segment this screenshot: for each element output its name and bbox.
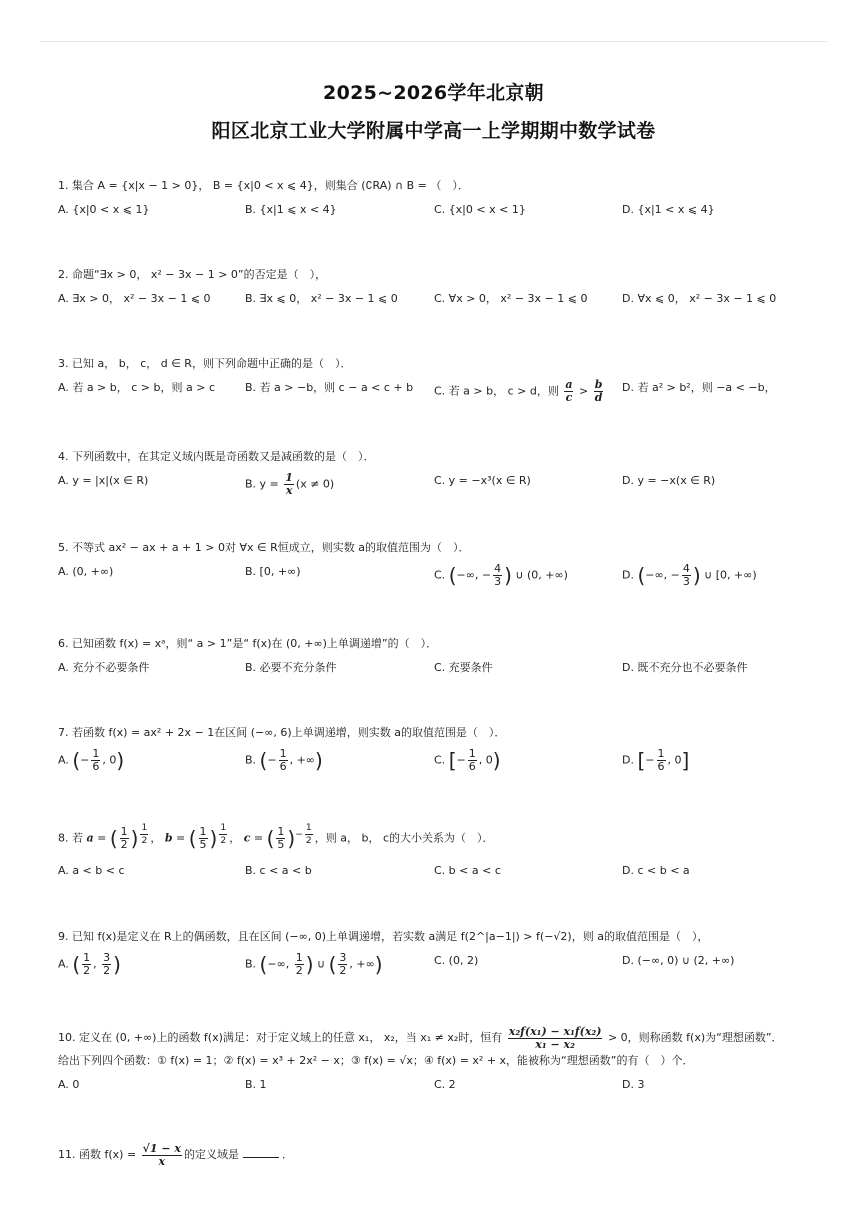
question-10 [58, 1024, 818, 1098]
question-stem: 10. 定义在 (0, +∞)上的函数 f(x)满足：对于定义域上的任意 x₁， x₂，当 x₁ ≠ x₂时，恒有 $\frac{\text{x₂f(x₁) − x₁f(x₂)}}{\text{x₁ − x₂}}$ > 0，则称函数 f(x)为“理想函数”． [58, 1024, 783, 1051]
option-d: D. y = −x(x ∈ R) [622, 474, 716, 487]
question-8 [58, 818, 818, 884]
option-a: A. ∃x > 0， x² − 3x − 1 ⩽ 0 [58, 292, 211, 305]
question-stem: 2. 命题“∃x > 0， x² − 3x − 1 > 0”的否定是（ ）， [58, 268, 327, 281]
question-9 [58, 928, 818, 982]
option-c: C. (−∞, − $\frac{4}{3}$ ) ∪ (0, +∞) [434, 562, 568, 588]
option-c: C. 2 [434, 1078, 456, 1091]
question-2 [58, 266, 818, 312]
option-a: A. ( $\frac{1}{2}$ , $\frac{3}{2}$ ) [58, 951, 121, 977]
option-a: A. (0, +∞) [58, 565, 114, 578]
option-b: B. 必要不充分条件 [245, 661, 337, 674]
option-d: D. (−∞, − $\frac{4}{3}$ ) ∪ [0, +∞) [622, 562, 757, 588]
option-b: B. (− $\frac{1}{6}$ , +∞) [245, 747, 323, 773]
option-b: B. y = $\frac{1}{x}$ (x ≠ 0) [245, 471, 335, 497]
question-stem: 11. 函数 f(x) = $\frac{√1 - x}{x}$ 的定义域是 ． [58, 1141, 293, 1168]
option-d: D. {x|1 < x ⩽ 4} [622, 203, 715, 216]
option-c: C. {x|0 < x < 1} [434, 203, 526, 216]
question-stem: 7. 若函数 f(x) = ax² + 2x − 1在区间 (−∞, 6)上单调递增，则实数 a的取值范围是（ ）． [58, 726, 506, 739]
question-stem: 6. 已知函数 f(x) = xᵃ，则“ a > 1”是“ f(x)在 (0, +∞)上单调递增”的（ ）． [58, 637, 438, 650]
top-divider [40, 41, 827, 42]
option-c: C. ∀x > 0， x² − 3x − 1 ⩽ 0 [434, 292, 588, 305]
option-b: B. ∃x ⩽ 0， x² − 3x − 1 ⩽ 0 [245, 292, 398, 305]
option-d: D. (−∞, 0) ∪ (2, +∞) [622, 954, 735, 967]
question-3 [58, 355, 818, 404]
option-a: A. y = |x|(x ∈ R) [58, 474, 149, 487]
question-stem: 5. 不等式 ax² − ax + a + 1 > 0对 ∀x ∈ R恒成立，则实数 a的取值范围为（ ）． [58, 541, 470, 554]
answer-blank[interactable] [243, 1157, 279, 1158]
option-c: C. y = −x³(x ∈ R) [434, 474, 531, 487]
option-b: B. [0, +∞) [245, 565, 301, 578]
question-11 [58, 1140, 818, 1170]
option-b: B. {x|1 ⩽ x < 4} [245, 203, 337, 216]
page-title-line2: 阳区北京工业大学附属中学高一上学期期中数学试卷 [211, 120, 656, 142]
option-b: B. (−∞, $\frac{1}{2}$ ) ∪ ( $\frac{3}{2}$ , +∞) [245, 951, 383, 977]
option-a: A. 若 a > b， c > b，则 a > c [58, 381, 215, 394]
option-a: A. a < b < c [58, 863, 125, 877]
question-5 [58, 539, 818, 593]
option-c: C. [− $\frac{1}{6}$ , 0) [434, 747, 501, 773]
option-c: C. b < a < c [434, 863, 501, 877]
option-d: D. 既不充分也不必要条件 [622, 661, 748, 674]
question-stem: 9. 已知 f(x)是定义在 R上的偶函数，且在区间 (−∞, 0)上单调递增，若实数 a满足 f(2^|a−1|) > f(−√2)，则 a的取值范围是（ ）， [58, 930, 709, 943]
question-stem-2: 给出下列四个函数：① f(x) = 1；② f(x) = x³ + 2x² − x；③ f(x) = √x；④ f(x) = x² + x，能被称为“理想函数”的有（ ）个． [58, 1054, 694, 1067]
option-a: A. 0 [58, 1078, 80, 1091]
question-stem: 4. 下列函数中，在其定义域内既是奇函数又是减函数的是（ ）． [58, 450, 375, 463]
option-a: A. 充分不必要条件 [58, 661, 150, 674]
page-title-line1: 2025~2026学年北京朝 [323, 82, 544, 104]
question-stem: 8. 若 a = ( $\frac{1}{2}$ ) $^{\frac{1}{2}}$ ， b = ( $\frac{1}{5}$ ) $^{\frac{1}{2}}$ ， c = ( $\frac{1}{5}$ )$^{- \frac{1}{2}}$ ，则 a， b， c的大小关系为（ ）． [58, 822, 494, 852]
option-b: B. 若 a > −b，则 c − a < c + b [245, 381, 414, 394]
question-4 [58, 448, 818, 497]
question-7 [58, 724, 818, 778]
option-b: B. c < a < b [245, 863, 312, 877]
option-d: D. 3 [622, 1078, 645, 1091]
option-a: A. (− $\frac{1}{6}$ , 0) [58, 747, 125, 773]
option-c: C. 若 a > b， c > d，则 $\frac{a}{c}$ > $\frac{b}{d}$ [434, 378, 603, 404]
question-6 [58, 635, 818, 681]
option-d: D. ∀x ⩽ 0， x² − 3x − 1 ⩽ 0 [622, 292, 777, 305]
question-stem: 1. 集合 A = {x|x − 1 > 0}， B = {x|0 < x ⩽ 4}，则集合 (∁RA) ∩ B = （ ）． [58, 179, 469, 192]
question-1 [58, 177, 818, 223]
option-a: A. {x|0 < x ⩽ 1} [58, 203, 150, 216]
option-d: D. 若 a² > b²，则 −a < −b， [622, 381, 776, 394]
option-b: B. 1 [245, 1078, 267, 1091]
question-stem: 3. 已知 a， b， c， d ∈ R，则下列命题中正确的是（ ）． [58, 357, 352, 370]
option-c: C. (0, 2) [434, 954, 479, 967]
option-d: D. c < b < a [622, 863, 690, 877]
option-d: D. [− $\frac{1}{6}$ , 0] [622, 747, 690, 773]
option-c: C. 充要条件 [434, 661, 493, 674]
